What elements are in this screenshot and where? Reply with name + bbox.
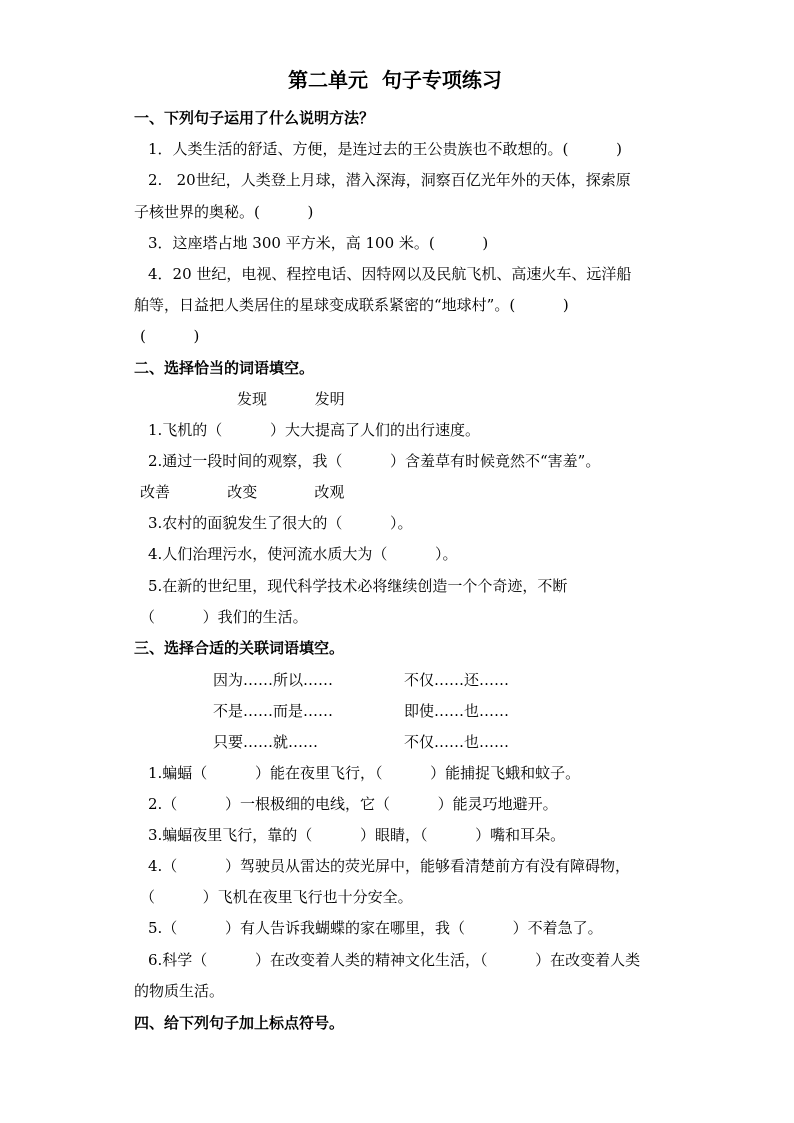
s3-conjunction-2b: 即使……也…… [404, 702, 510, 720]
section-3-heading: 三、选择合适的关联词语填空。 [134, 639, 345, 657]
s2-question-5-line-2: （ ）我们的生活。 [140, 608, 308, 626]
s3-question-6-line-2: 的物质生活。 [134, 982, 225, 1000]
s3-conjunction-3a: 只要……就…… [213, 733, 319, 751]
s3-question-4-line-2: （ ）飞机在夜里飞行也十分安全。 [140, 888, 413, 906]
s3-conjunction-1b: 不仅……还…… [404, 671, 510, 689]
section-2-heading: 二、选择恰当的词语填空。 [134, 359, 315, 377]
s3-question-6-line-1: 6.科学（ ）在改变着人类的精神文化生活，（ ）在改变着人类 [148, 951, 641, 969]
s1-question-1: 1．人类生活的舒适、方便，是连过去的王公贵族也不敢想的。( ) [148, 140, 622, 158]
s1-question-3: 3．这座塔占地 300 平方米，高 100 米。( ) [148, 234, 489, 252]
s1-question-4-line-1: 4．20 世纪，电视、程控电话、因特网以及民航飞机、高速火车、远洋船 [148, 265, 632, 283]
s3-question-3: 3.蝙蝠夜里飞行，靠的（ ）眼睛，（ ）嘴和耳朵。 [148, 826, 566, 844]
s1-question-2-line-1: 2. 20世纪，人类登上月球，潜入深海，洞察百亿光年外的天体，探索原 [148, 171, 631, 189]
s1-question-4-line-2: 舶等，日益把人类居住的星球变成联系紧密的“地球村”。( ) [134, 296, 569, 314]
s2-word-bank-2: 改善 改变 改观 [140, 483, 345, 501]
page-title: 第二单元 句子专项练习 [288, 68, 502, 92]
section-4-heading: 四、给下列句子加上标点符号。 [134, 1014, 345, 1032]
s2-question-2: 2.通过一段时间的观察，我（ ）含羞草有时候竟然不“害羞”。 [148, 452, 601, 470]
s3-conjunction-3b: 不仅……也…… [404, 733, 510, 751]
s3-conjunction-2a: 不是……而是…… [213, 702, 334, 720]
s2-word-bank-1: 发现 发明 [237, 390, 345, 408]
section-1-heading: 一、下列句子运用了什么说明方法？ [134, 109, 375, 127]
s3-question-1: 1.蝙蝠（ ）能在夜里飞行，（ ）能捕捉飞蛾和蚊子。 [148, 764, 581, 782]
s3-question-2: 2.（ ）一根极细的电线，它（ ）能灵巧地避开。 [148, 795, 558, 813]
s2-question-3: 3.农村的面貌发生了很大的（ ）。 [148, 514, 413, 532]
s2-question-5-line-1: 5.在新的世纪里，现代科学技术必将继续创造一个个奇迹，不断 [148, 577, 568, 595]
s3-question-4-line-1: 4.（ ）驾驶员从雷达的荧光屏中，能够看清楚前方有没有障碍物， [148, 857, 630, 875]
s3-conjunction-1a: 因为……所以…… [213, 671, 334, 689]
s1-question-4-line-3: ( ) [140, 327, 200, 345]
s3-question-5: 5.（ ）有人告诉我蝴蝶的家在哪里，我（ ）不着急了。 [148, 919, 603, 937]
s1-question-2-line-2: 子核世界的奥秘。( ) [134, 203, 314, 221]
s2-question-4: 4.人们治理污水，使河流水质大为（ ）。 [148, 545, 458, 563]
s2-question-1: 1.飞机的（ ）大大提高了人们的出行速度。 [148, 421, 480, 439]
